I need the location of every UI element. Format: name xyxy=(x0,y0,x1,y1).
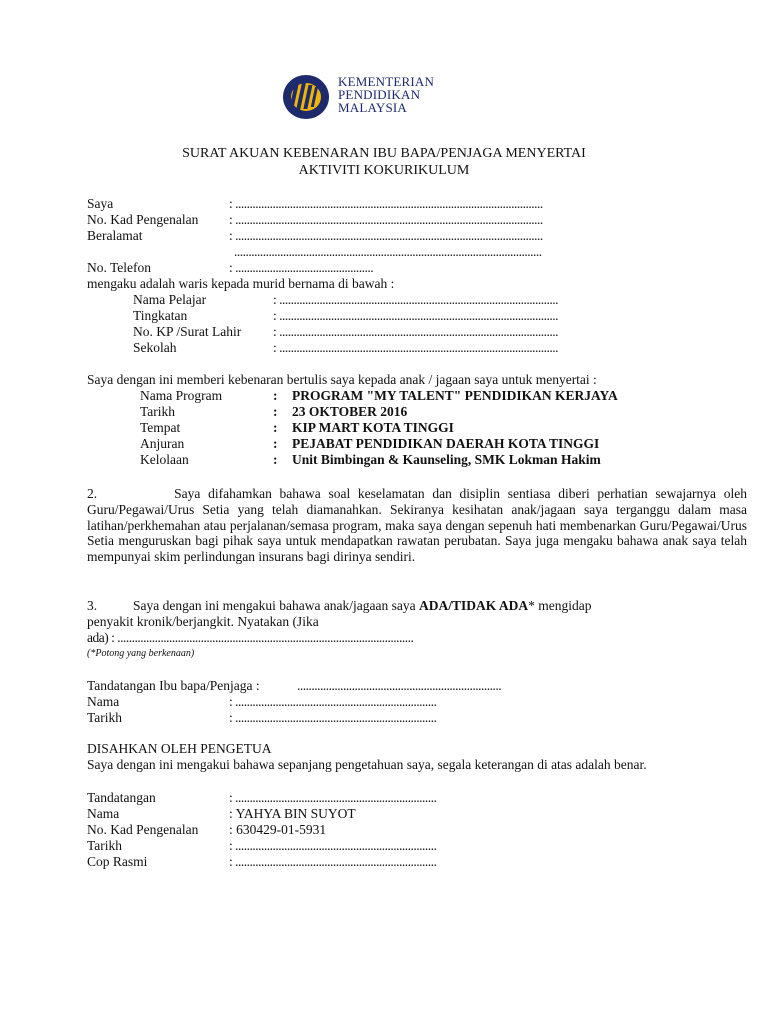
alamat-field-1[interactable]: : ........................................................................................................... xyxy=(229,228,543,243)
cop-rasmi-field[interactable]: : ...................................................................... xyxy=(229,854,437,869)
tempat-value: KIP MART KOTA TINGGI xyxy=(292,420,454,435)
kad-pengetua-value: : 630429-01-5931 xyxy=(229,822,327,837)
saya-label: Saya xyxy=(87,196,114,211)
waris-statement: mengaku adalah waris kepada murid bernama di bawah : xyxy=(87,276,395,291)
logo-wordmark xyxy=(338,75,434,114)
anjuran-value: PEJABAT PENDIDIKAN DAERAH KOTA TINGGI xyxy=(292,436,600,451)
logo-line-3: MALAYSIA xyxy=(338,100,408,115)
document-title-line-2: AKTIVITI KOKURIKULUM xyxy=(298,163,470,178)
kad-pengetua-label: No. Kad Pengenalan xyxy=(87,822,199,837)
logo-line-1: KEMENTERIAN xyxy=(338,74,435,89)
paragraph-3-line-2: penyakit kronik/berjangkit. Nyatakan (Jika xyxy=(87,614,319,629)
no-kp-field[interactable]: : ................................................................................................. xyxy=(273,324,559,339)
kad-pengenalan-field[interactable]: : ........................................................................................................... xyxy=(229,212,543,227)
saya-field[interactable]: : ........................................................................................................... xyxy=(229,196,543,211)
tarikh-program-value: 23 OKTOBER 2016 xyxy=(292,404,408,419)
nama-pengetua-value: : YAHYA BIN SUYOT xyxy=(229,806,356,821)
tandatangan-pengetua-label: Tandatangan xyxy=(87,790,156,805)
tingkatan-label: Tingkatan xyxy=(133,308,188,323)
kelolaan-value: Unit Bimbingan & Kaunseling, SMK Lokman Hakim xyxy=(292,452,601,467)
nama-pelajar-field[interactable]: : ................................................................................................. xyxy=(273,292,559,307)
kad-pengenalan-label: No. Kad Pengenalan xyxy=(87,212,199,227)
nama-penjaga-field[interactable]: : ...................................................................... xyxy=(229,694,437,709)
paragraph-3-number: 3. xyxy=(87,598,98,613)
sekolah-label: Sekolah xyxy=(133,340,177,355)
tarikh-program-label: Tarikh xyxy=(140,404,176,419)
paragraph-3-line-1 xyxy=(133,598,592,614)
tandatangan-penjaga-label: Tandatangan Ibu bapa/Penjaga : xyxy=(87,678,260,693)
tandatangan-penjaga-field[interactable]: ....................................................................... xyxy=(297,678,502,693)
potong-note: (*Potong yang berkenaan) xyxy=(87,648,195,659)
ada-tidak-ada-emphasis: ADA/TIDAK ADA xyxy=(419,598,529,613)
permission-intro: Saya dengan ini memberi kebenaran bertulis saya kepada anak / jagaan saya untuk menyertai : xyxy=(87,372,597,387)
program-label: Nama Program xyxy=(140,388,223,403)
tarikh-penjaga-field[interactable]: : ...................................................................... xyxy=(229,710,437,725)
alamat-field-2[interactable]: ........................................................................................................... xyxy=(234,244,542,259)
kelolaan-label: Kelolaan xyxy=(140,452,189,467)
tarikh-program-colon: : xyxy=(273,404,278,419)
ministry-logo xyxy=(282,71,460,123)
logo-line-2: PENDIDIKAN xyxy=(338,87,421,102)
tarikh-penjaga-label: Tarikh xyxy=(87,710,123,725)
tingkatan-field[interactable]: : ................................................................................................. xyxy=(273,308,559,323)
anjuran-label: Anjuran xyxy=(140,436,185,451)
beralamat-label: Beralamat xyxy=(87,228,143,243)
tarikh-pengetua-field[interactable]: : ...................................................................... xyxy=(229,838,437,853)
cop-rasmi-label: Cop Rasmi xyxy=(87,854,148,869)
paragraph-2: 2. Saya difahamkan bahawa soal keselamatan dan disiplin sentiasa diberi perhatian sewajarnya oleh Guru/Pegawai/Urus Setia yang telah diamanahkan. Sekiranya kesihatan anak/jagaan saya terganggu dalam masa latihan/perkhemahan atau perjalanan/semasa program, maka saya dengan sepenuh hati membenarkan Guru/Pegawai/Urus Setia menguruskan bagi pihak saya untuk mendapatkan rawatan perubatan. Saya juga mengaku bahawa anak saya telah mempunyai skim perlindungan insurans bagi dirinya sendiri. xyxy=(87,486,747,565)
telefon-label: No. Telefon xyxy=(87,260,152,275)
nama-pengetua-label: Nama xyxy=(87,806,120,821)
paragraph-3-text-a: Saya dengan ini mengakui bahawa anak/jagaan saya xyxy=(133,598,416,613)
program-value: PROGRAM "MY TALENT" PENDIDIKAN KERJAYA xyxy=(292,388,618,403)
tempat-colon: : xyxy=(273,420,278,435)
tempat-label: Tempat xyxy=(140,420,181,435)
program-colon: : xyxy=(273,388,278,403)
sekolah-field[interactable]: : ................................................................................................. xyxy=(273,340,559,355)
nama-pelajar-label: Nama Pelajar xyxy=(133,292,207,307)
ministry-emblem-icon xyxy=(282,73,334,121)
nama-penjaga-label: Nama xyxy=(87,694,120,709)
disahkan-heading: DISAHKAN OLEH PENGETUA xyxy=(87,741,272,756)
document-title-line-1: SURAT AKUAN KEBENARAN IBU BAPA/PENJAGA MENYERTAI xyxy=(182,146,586,161)
tandatangan-pengetua-field[interactable]: : ...................................................................... xyxy=(229,790,437,805)
kelolaan-colon: : xyxy=(273,452,278,467)
tarikh-pengetua-label: Tarikh xyxy=(87,838,123,853)
paragraph-3-text-b: * mengidap xyxy=(528,598,592,613)
anjuran-colon: : xyxy=(273,436,278,451)
nyatakan-field[interactable]: ada) : ....................................................................................................... xyxy=(87,630,414,645)
no-kp-label: No. KP /Surat Lahir xyxy=(133,324,242,339)
telefon-field[interactable]: : ................................................ xyxy=(229,260,374,275)
principal-statement: Saya dengan ini mengakui bahawa sepanjang pengetahuan saya, segala keterangan di atas adalah benar. xyxy=(87,757,647,772)
